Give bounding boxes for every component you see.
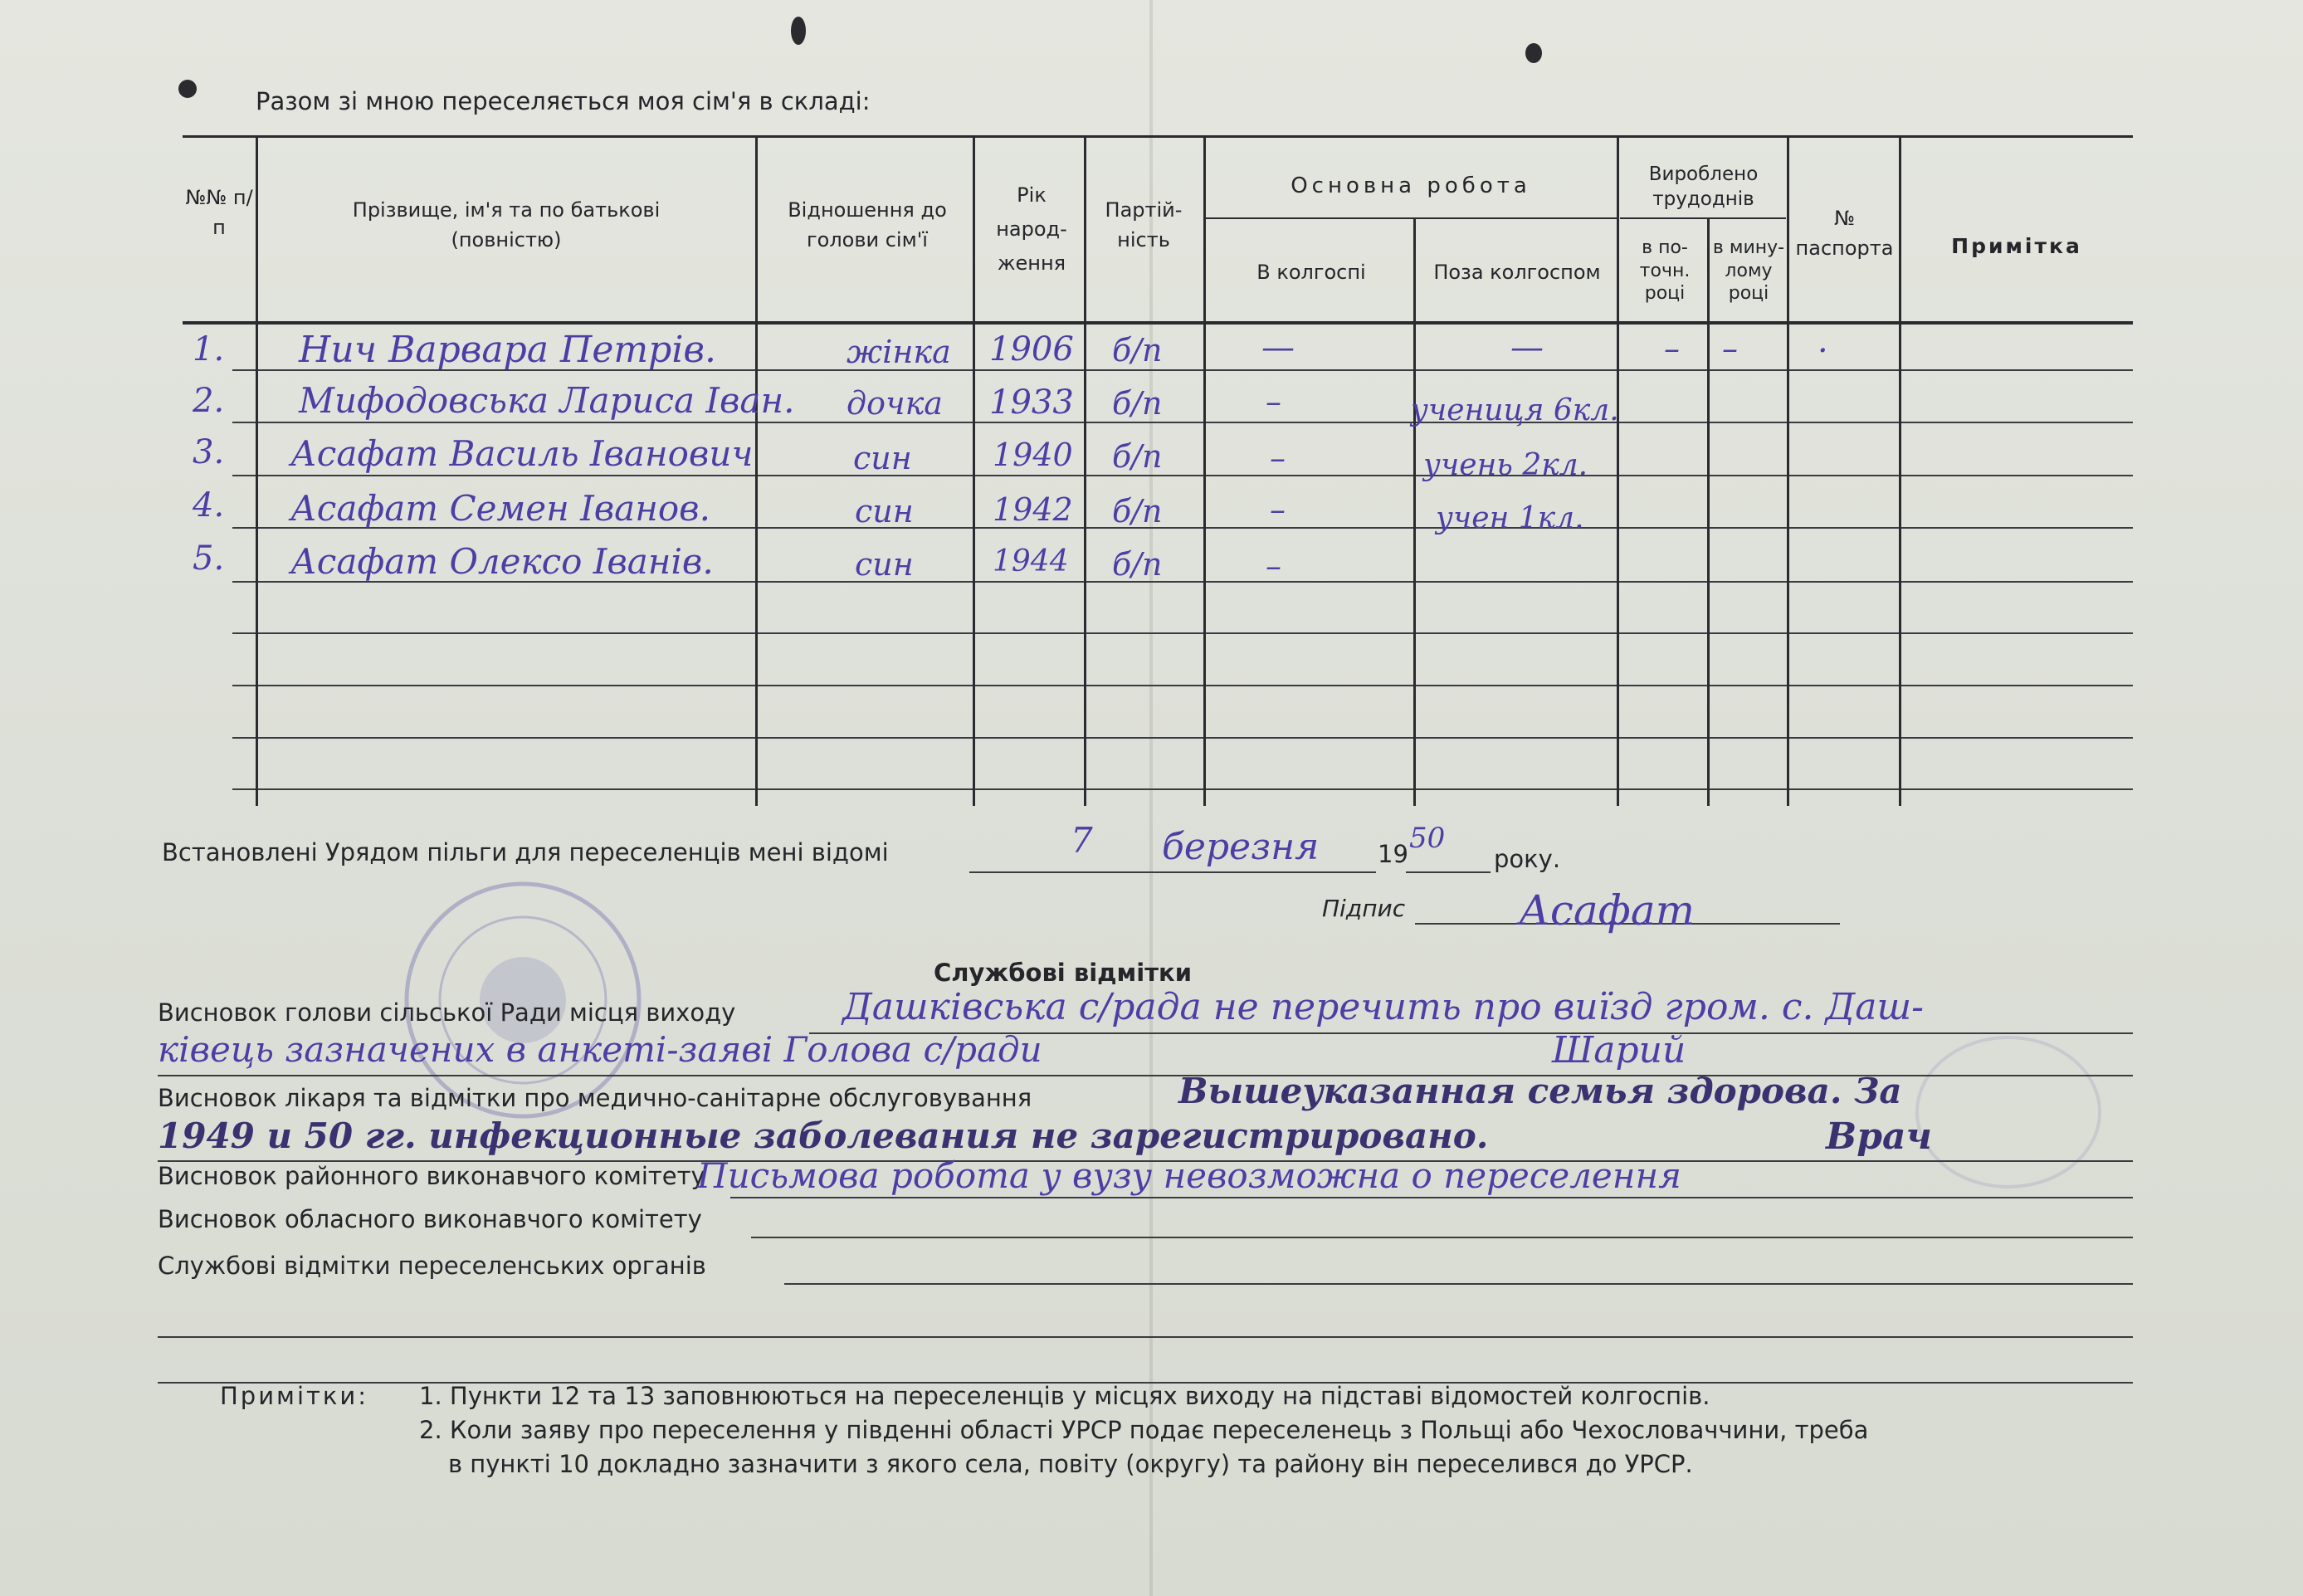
benefits-month: березня xyxy=(1162,826,1320,868)
doctor-text: Вышеуказанная семья здорова. За xyxy=(1178,1071,1902,1111)
village-council-label: Висновок голови сільської Ради місця виходу xyxy=(158,998,736,1027)
col-header-passport: № паспорта xyxy=(1795,207,1894,260)
header-title: Разом зі мною переселяється моя сім'я в складі: xyxy=(256,87,871,115)
document-sheet: Разом зі мною переселяється моя сім'я в складі: №№ п/п Прізвище, ім'я та по батькові (повністю) Відношення до голови сім'ї Рік народ- ження Партій- ність Основна робота В колгоспі Поза колгоспом Вироблено трудоднів в по- точн. році в мину- лому році № паспорта Примітка 1. Нич Варвара Петрів. жінка 1906 б/п — — – – · 2. Мифодовська Лариса Іван. дочка 1933 б/п – учениця 6кл. 3. Асафат Василь Іванович син 1940 б/п – учень 2кл. 4. Асафат Семен Іванов. син 1942 б/п – учен 1кл. 5. Асафат Олексо Іванів. син 1944 б/п – Встановлені Урядом пільги для переселенців мені відомі 7 березня 19 50 року. Підпис Асафат Службові відмітки Висновок голови сільської Ради місця виходу Дашківська с/рада не перечить про виїзд гром. с. Даш- ківець зазначених в анкеті-заяві Голова с/ради Шарий Висновок лікаря та відмітки про медично-санітарне обслуговування Вышеуказанная семья здорова. За 1949 и 50 гг. инфекционные заболевания не зарегистрировано. Врач Висновок районного виконавчого комітету Письмова робота у вузу невозможна о переселення Висновок обласного виконавчого комітету Службові відмітки переселенських органів Примітки: 1. Пункти 12 та 13 заповнюються на переселенців у місцях виходу на підставі відомостей колгоспів. 2. Коли заяву про переселення у південні області УРСР подає переселенець з Польщі або Чехословаччини, треба в пункті 10 докладно зазначити з якого села, повіту (округу) та району він переселився до УРСР. xyxy=(0,0,2303,1596)
col-header-current-year: в по- точн. році xyxy=(1639,237,1691,304)
col-header-year: Рік народ- ження xyxy=(996,183,1067,275)
resettlement-marks-label: Службові відмітки переселенських органів xyxy=(158,1252,706,1280)
col-header-last-year: в мину- лому році xyxy=(1712,237,1785,304)
official-heading: Службові відмітки xyxy=(934,959,1193,987)
benefits-year-word: року. xyxy=(1494,845,1561,873)
district-committee-text: Письмова робота у вузу невозможна о переселення xyxy=(697,1155,1681,1196)
col-header-workdays: Вироблено трудоднів xyxy=(1648,164,1759,210)
district-committee-label: Висновок районного виконавчого комітету xyxy=(158,1162,705,1190)
doctor-signature: Врач xyxy=(1826,1115,1932,1158)
note-2: 2. Коли заяву про переселення у південні області УРСР подає переселенець з Польщі або Чехословаччини, треба xyxy=(419,1416,1869,1444)
col-header-party: Партій- ність xyxy=(1105,198,1183,251)
col-header-note: Примітка xyxy=(1951,234,2082,258)
signature: Асафат xyxy=(1519,886,1696,935)
benefits-year-suffix: 50 xyxy=(1409,822,1446,855)
col-header-in-kolkhoz: В колгоспі xyxy=(1256,261,1366,284)
doctor-text-2: 1949 и 50 гг. инфекционные заболевания не зарегистрировано. xyxy=(158,1115,1489,1156)
col-header-outside-kolkhoz: Поза колгоспом xyxy=(1433,261,1601,284)
notes-label: Примітки: xyxy=(220,1382,369,1410)
punch-hole xyxy=(178,80,197,98)
village-council-signature: Шарий xyxy=(1552,1029,1686,1071)
col-header-main-work: Основна робота xyxy=(1291,173,1531,198)
col-header-name: Прізвище, ім'я та по батькові (повністю) xyxy=(352,198,661,251)
village-council-text: Дашківська с/рада не перечить про виїзд гром. с. Даш- xyxy=(842,986,1925,1028)
benefits-text: Встановлені Урядом пільги для переселенців мені відомі xyxy=(162,838,889,866)
col-header-relation: Відношення до голови сім'ї xyxy=(788,198,947,251)
benefits-year-prefix: 19 xyxy=(1378,840,1408,868)
signature-label: Підпис xyxy=(1322,895,1406,922)
punch-hole xyxy=(791,17,806,45)
punch-hole xyxy=(1525,43,1542,63)
benefits-day: 7 xyxy=(1071,820,1093,861)
village-council-text-2: ківець зазначених в анкеті-заяві Голова с/ради xyxy=(158,1029,1042,1070)
seal-stamp-faint xyxy=(1909,1029,2108,1195)
note-1: 1. Пункти 12 та 13 заповнюються на переселенців у місцях виходу на підставі відомостей колгоспів. xyxy=(419,1382,1710,1410)
doctor-label: Висновок лікаря та відмітки про медично-санітарне обслуговування xyxy=(158,1084,1032,1112)
note-2-cont: в пункті 10 докладно зазначити з якого села, повіту (округу) та району він переселився до УРСР. xyxy=(448,1450,1693,1478)
col-header-num: №№ п/п xyxy=(185,186,253,239)
regional-committee-label: Висновок обласного виконавчого комітету xyxy=(158,1205,702,1233)
